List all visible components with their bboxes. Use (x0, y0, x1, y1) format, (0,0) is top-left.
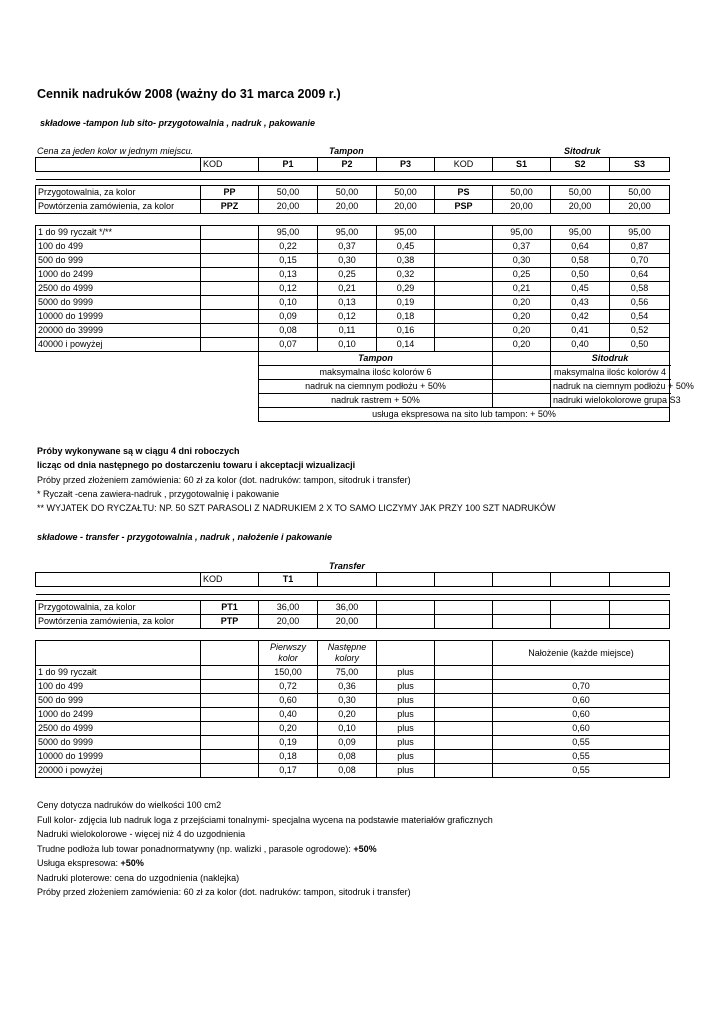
blank (493, 601, 551, 615)
next-colors-cell: 0,08 (318, 764, 377, 778)
header-p3: P3 (377, 158, 435, 172)
express-note: usługa ekspresowa na sito lub tampon: + 50% (259, 408, 670, 422)
s2-cell: 0,64 (551, 240, 610, 254)
blank (36, 366, 259, 380)
first-color-cell: 150,00 (259, 666, 318, 680)
next-colors-cell: 75,00 (318, 666, 377, 680)
quantity-row (36, 310, 670, 324)
quantity-row (36, 240, 670, 254)
p3-cell: 50,00 (377, 186, 435, 200)
s3-cell: 0,50 (610, 338, 670, 352)
note-full-color: Full kolor- zdjęcia lub nadruk loga z przejściami tonalnymi- specjalna wycena na podstawie materiałów graficznych (37, 815, 493, 825)
kod-empty (201, 694, 259, 708)
info-row (36, 366, 670, 380)
note-express (37, 858, 144, 868)
kod-empty (201, 254, 259, 268)
col-first-color: Pierwszy kolor (259, 641, 318, 666)
p2-cell: 0,30 (318, 254, 377, 268)
blank (435, 641, 493, 666)
p3-cell: 0,29 (377, 282, 435, 296)
quantity-row (36, 324, 670, 338)
plus-cell: plus (377, 750, 435, 764)
header-s1: S1 (493, 158, 551, 172)
note-plotter: Nadruki ploterowe: cena do uzgodnienia (naklejka) (37, 873, 240, 883)
note-size-limit: Ceny dotycza nadruków do wielkości 100 cm2 (37, 800, 222, 810)
blank (435, 666, 493, 680)
note-exception: ** WYJATEK DO RYCZAŁTU: NP. 50 SZT PARASOLI Z NADRUKIEM 2 X TO SAMO LICZYMY JAK PRZY 100 SZT NADRUKÓW (37, 503, 556, 513)
application-cell (493, 666, 670, 680)
kod2-empty (435, 324, 493, 338)
row-label: 2500 do 4999 (36, 282, 201, 296)
application-cell: 0,60 (493, 694, 670, 708)
header-kod2: KOD (435, 158, 493, 172)
blank (493, 615, 551, 629)
blank (610, 615, 670, 629)
kod-cell: PP (201, 186, 259, 200)
blank (435, 764, 493, 778)
s1-cell: 0,37 (493, 240, 551, 254)
first-color-cell: 0,18 (259, 750, 318, 764)
kod2-empty (435, 282, 493, 296)
quantity-rows (36, 226, 670, 352)
s1-cell: 0,20 (493, 296, 551, 310)
first-color-cell: 0,19 (259, 736, 318, 750)
header-empty (36, 573, 201, 587)
col-application: Nałożenie (każde miejsce) (493, 641, 670, 666)
transfer-quantity-row (36, 764, 670, 778)
quantity-row (36, 282, 670, 296)
row-label: 1000 do 2499 (36, 268, 201, 282)
note-flat-rate: * Ryczałt -cena zawiera-nadruk , przygotowalnię i pakowanie (37, 489, 280, 499)
blank (493, 352, 551, 366)
header-row (36, 573, 670, 587)
quantity-row (36, 254, 670, 268)
spacer (36, 629, 670, 637)
s2-cell: 0,58 (551, 254, 610, 268)
kod2-empty (435, 338, 493, 352)
p2-cell: 20,00 (318, 200, 377, 214)
kod-empty (201, 764, 259, 778)
value-cell: 20,00 (318, 615, 377, 629)
note-samples-time: Próby wykonywane są w ciągu 4 dni roboczych (37, 446, 240, 456)
s2-cell: 20,00 (551, 200, 610, 214)
p3-cell: 20,00 (377, 200, 435, 214)
p3-cell: 95,00 (377, 226, 435, 240)
tampon-header: Tampon (329, 146, 364, 156)
p1-cell: 0,08 (259, 324, 318, 338)
p2-cell: 95,00 (318, 226, 377, 240)
note-difficult-text: Trudne podłoża lub towar ponadnormatywny (np. walizki , parasole ogrodowe): (37, 844, 354, 854)
s1-cell: 50,00 (493, 186, 551, 200)
blank (377, 615, 435, 629)
note-difficult-surcharge: +50% (353, 844, 377, 854)
page-title: Cennik nadruków 2008 (ważny do 31 marca 2009 r.) (37, 87, 341, 101)
p1-cell: 0,15 (259, 254, 318, 268)
section2-subtitle: składowe - transfer - przygotowalnia , nadruk , nałożenie i pakowanie (37, 532, 333, 542)
transfer-quantity-row (36, 680, 670, 694)
next-colors-cell: 0,10 (318, 722, 377, 736)
blank (493, 366, 551, 380)
kod-cell: PT1 (201, 601, 259, 615)
p2-cell: 0,10 (318, 338, 377, 352)
s2-cell: 0,45 (551, 282, 610, 296)
p2-cell: 50,00 (318, 186, 377, 200)
s1-cell: 0,20 (493, 324, 551, 338)
blank (36, 394, 259, 408)
info-sitodruk-title: Sitodruk (551, 352, 670, 366)
s1-cell: 0,21 (493, 282, 551, 296)
info-row (36, 394, 670, 408)
kod-empty (201, 338, 259, 352)
plus-cell: plus (377, 736, 435, 750)
s1-cell: 95,00 (493, 226, 551, 240)
kod2-empty (435, 310, 493, 324)
blank (36, 380, 259, 394)
kod-cell: PTP (201, 615, 259, 629)
first-color-cell: 0,40 (259, 708, 318, 722)
kod2-empty (435, 296, 493, 310)
blank (435, 601, 493, 615)
p3-cell: 0,45 (377, 240, 435, 254)
plus-cell: plus (377, 708, 435, 722)
s1-cell: 0,20 (493, 338, 551, 352)
s3-cell: 0,56 (610, 296, 670, 310)
header-p2: P2 (318, 158, 377, 172)
s2-cell: 0,41 (551, 324, 610, 338)
row-label: 40000 i powyżej (36, 338, 201, 352)
blank (36, 641, 201, 666)
s3-cell: 0,87 (610, 240, 670, 254)
info-tampon-line: nadruk na ciemnym podłożu + 50% (259, 380, 493, 394)
kod-empty (201, 268, 259, 282)
p1-cell: 20,00 (259, 200, 318, 214)
p2-cell: 0,21 (318, 282, 377, 296)
row-label: 100 do 499 (36, 240, 201, 254)
p2-cell: 0,25 (318, 268, 377, 282)
s1-cell: 20,00 (493, 200, 551, 214)
row-label: 1000 do 2499 (36, 708, 201, 722)
s3-cell: 20,00 (610, 200, 670, 214)
blank (493, 573, 551, 587)
setup-row (36, 615, 670, 629)
sitodruk-header: Sitodruk (564, 146, 601, 156)
row-label: 500 do 999 (36, 694, 201, 708)
row-label: 5000 do 9999 (36, 736, 201, 750)
s3-cell: 95,00 (610, 226, 670, 240)
transfer-col-header-row (36, 641, 670, 666)
first-color-cell: 0,17 (259, 764, 318, 778)
transfer-quantity-row (36, 736, 670, 750)
header-t1: T1 (259, 573, 318, 587)
s2-cell: 50,00 (551, 186, 610, 200)
blank (201, 641, 259, 666)
p2-cell: 0,12 (318, 310, 377, 324)
s1-cell: 0,25 (493, 268, 551, 282)
note-multicolor: Nadruki wielokolorowe - więcej niż 4 do uzgodnienia (37, 829, 246, 839)
value-cell: 36,00 (318, 601, 377, 615)
p1-cell: 0,10 (259, 296, 318, 310)
blank (435, 722, 493, 736)
s3-cell: 0,70 (610, 254, 670, 268)
transfer-quantity-row (36, 708, 670, 722)
row-label: Przygotowalnia, za kolor (36, 186, 201, 200)
row-label: Powtórzenia zamówienia, za kolor (36, 200, 201, 214)
blank (435, 694, 493, 708)
row-label: 2500 do 4999 (36, 722, 201, 736)
note-express-surcharge: +50% (120, 858, 144, 868)
row-label: 100 do 499 (36, 680, 201, 694)
info-tampon-line: maksymalna ilośc kolorów 6 (259, 366, 493, 380)
p3-cell: 0,38 (377, 254, 435, 268)
next-colors-cell: 0,09 (318, 736, 377, 750)
p3-cell: 0,16 (377, 324, 435, 338)
tampon-sito-price-table (35, 157, 694, 422)
first-color-cell: 0,72 (259, 680, 318, 694)
quantity-row (36, 268, 670, 282)
spacer (36, 214, 670, 222)
blank (377, 641, 435, 666)
next-colors-cell: 0,36 (318, 680, 377, 694)
express-row (36, 408, 670, 422)
transfer-quantity-row (36, 666, 670, 680)
spacer (36, 172, 670, 180)
blank (435, 615, 493, 629)
info-row (36, 380, 670, 394)
kod-empty (201, 708, 259, 722)
blank (493, 380, 551, 394)
kod-empty (201, 750, 259, 764)
quantity-row (36, 296, 670, 310)
kod-empty (201, 736, 259, 750)
p1-cell: 50,00 (259, 186, 318, 200)
next-colors-cell: 0,08 (318, 750, 377, 764)
next-colors-cell: 0,30 (318, 694, 377, 708)
blank (610, 573, 670, 587)
blank (36, 352, 259, 366)
setup-row (36, 186, 670, 200)
application-cell: 0,60 (493, 708, 670, 722)
p3-cell: 0,19 (377, 296, 435, 310)
plus-cell: plus (377, 764, 435, 778)
plus-cell: plus (377, 722, 435, 736)
kod-empty (201, 282, 259, 296)
blank (435, 680, 493, 694)
kod-empty (201, 324, 259, 338)
note-express-text: Usługa ekspresowa: (37, 858, 121, 868)
blank (377, 601, 435, 615)
s3-cell: 50,00 (610, 186, 670, 200)
header-row (36, 158, 670, 172)
p2-cell: 0,13 (318, 296, 377, 310)
transfer-header: Transfer (329, 561, 365, 571)
blank (377, 573, 435, 587)
s2-cell: 0,43 (551, 296, 610, 310)
kod2-cell: PS (435, 186, 493, 200)
application-cell: 0,55 (493, 736, 670, 750)
application-cell: 0,70 (493, 680, 670, 694)
s3-cell: 0,54 (610, 310, 670, 324)
p3-cell: 0,18 (377, 310, 435, 324)
first-color-cell: 0,60 (259, 694, 318, 708)
note-samples-price-2: Próby przed złożeniem zamówienia: 60 zł za kolor (dot. nadruków: tampon, sitodruk i transfer) (37, 887, 411, 897)
s2-cell: 95,00 (551, 226, 610, 240)
note-samples-price: Próby przed złożeniem zamówienia: 60 zł za kolor (dot. nadruków: tampon, sitodruk i transfer) (37, 475, 411, 485)
blank (551, 601, 610, 615)
s2-cell: 0,42 (551, 310, 610, 324)
next-colors-cell: 0,20 (318, 708, 377, 722)
blank (318, 573, 377, 587)
row-label: 20000 i powyżej (36, 764, 201, 778)
p1-cell: 0,09 (259, 310, 318, 324)
spacer (36, 587, 670, 595)
s2-cell: 0,50 (551, 268, 610, 282)
kod-empty (201, 240, 259, 254)
p1-cell: 0,13 (259, 268, 318, 282)
col-next-colors: Następne kolory (318, 641, 377, 666)
plus-cell: plus (377, 680, 435, 694)
kod2-cell: PSP (435, 200, 493, 214)
kod2-empty (435, 268, 493, 282)
application-cell: 0,60 (493, 722, 670, 736)
kod2-empty (435, 240, 493, 254)
note-difficult-surface (37, 844, 377, 854)
p1-cell: 0,07 (259, 338, 318, 352)
header-p1: P1 (259, 158, 318, 172)
quantity-row (36, 338, 670, 352)
quantity-row (36, 226, 670, 240)
row-label: 10000 do 19999 (36, 310, 201, 324)
transfer-quantity-row (36, 722, 670, 736)
row-label: 1 do 99 ryczałt */** (36, 226, 201, 240)
header-kod: KOD (201, 158, 259, 172)
plus-cell: plus (377, 694, 435, 708)
s1-cell: 0,30 (493, 254, 551, 268)
row-label: 500 do 999 (36, 254, 201, 268)
first-color-cell: 0,20 (259, 722, 318, 736)
p3-cell: 0,14 (377, 338, 435, 352)
plus-cell: plus (377, 666, 435, 680)
blank (551, 615, 610, 629)
kod-empty (201, 226, 259, 240)
setup-row (36, 601, 670, 615)
row-label: 5000 do 9999 (36, 296, 201, 310)
blank (610, 601, 670, 615)
p3-cell: 0,32 (377, 268, 435, 282)
p1-cell: 95,00 (259, 226, 318, 240)
kod-empty (201, 666, 259, 680)
info-tampon-title: Tampon (259, 352, 493, 366)
value-cell: 36,00 (259, 601, 318, 615)
price-caption: Cena za jeden kolor w jednym miejscu. (37, 146, 194, 156)
p1-cell: 0,12 (259, 282, 318, 296)
s3-cell: 0,58 (610, 282, 670, 296)
s1-cell: 0,20 (493, 310, 551, 324)
info-sito-line: maksymalna ilośc kolorów 4 (551, 366, 670, 380)
transfer-quantity-row (36, 694, 670, 708)
kod-empty (201, 680, 259, 694)
application-cell: 0,55 (493, 750, 670, 764)
p2-cell: 0,37 (318, 240, 377, 254)
application-cell: 0,55 (493, 764, 670, 778)
blank (435, 736, 493, 750)
kod-empty (201, 296, 259, 310)
kod-empty (201, 722, 259, 736)
p1-cell: 0,22 (259, 240, 318, 254)
row-label: Przygotowalnia, za kolor (36, 601, 201, 615)
kod2-empty (435, 226, 493, 240)
header-s3: S3 (610, 158, 670, 172)
row-label: 20000 do 39999 (36, 324, 201, 338)
kod2-empty (435, 254, 493, 268)
transfer-quantity-rows (36, 666, 670, 778)
info-tampon-line: nadruk rastrem + 50% (259, 394, 493, 408)
p2-cell: 0,11 (318, 324, 377, 338)
s3-cell: 0,52 (610, 324, 670, 338)
blank (435, 573, 493, 587)
info-sito-line: nadruk na ciemnym podłożu + 50% (551, 380, 670, 394)
blank (435, 750, 493, 764)
header-empty (36, 158, 201, 172)
blank (36, 408, 259, 422)
info-title-row (36, 352, 670, 366)
blank (551, 573, 610, 587)
row-label: 10000 do 19999 (36, 750, 201, 764)
s2-cell: 0,40 (551, 338, 610, 352)
s3-cell: 0,64 (610, 268, 670, 282)
blank (493, 394, 551, 408)
kod-empty (201, 310, 259, 324)
transfer-quantity-row (36, 750, 670, 764)
row-label: 1 do 99 ryczałt (36, 666, 201, 680)
value-cell: 20,00 (259, 615, 318, 629)
note-samples-start: licząc od dnia następnego po dostarczeniu towaru i akceptacji wizualizacji (37, 460, 356, 470)
blank (435, 708, 493, 722)
header-kod: KOD (201, 573, 259, 587)
kod-cell: PPZ (201, 200, 259, 214)
section1-subtitle: składowe -tampon lub sito- przygotowalnia , nadruk , pakowanie (40, 118, 316, 128)
row-label: Powtórzenia zamówienia, za kolor (36, 615, 201, 629)
header-s2: S2 (551, 158, 610, 172)
transfer-price-table (35, 572, 670, 778)
setup-row (36, 200, 670, 214)
info-sito-line: nadruki wielokolorowe grupa S3 (551, 394, 670, 408)
